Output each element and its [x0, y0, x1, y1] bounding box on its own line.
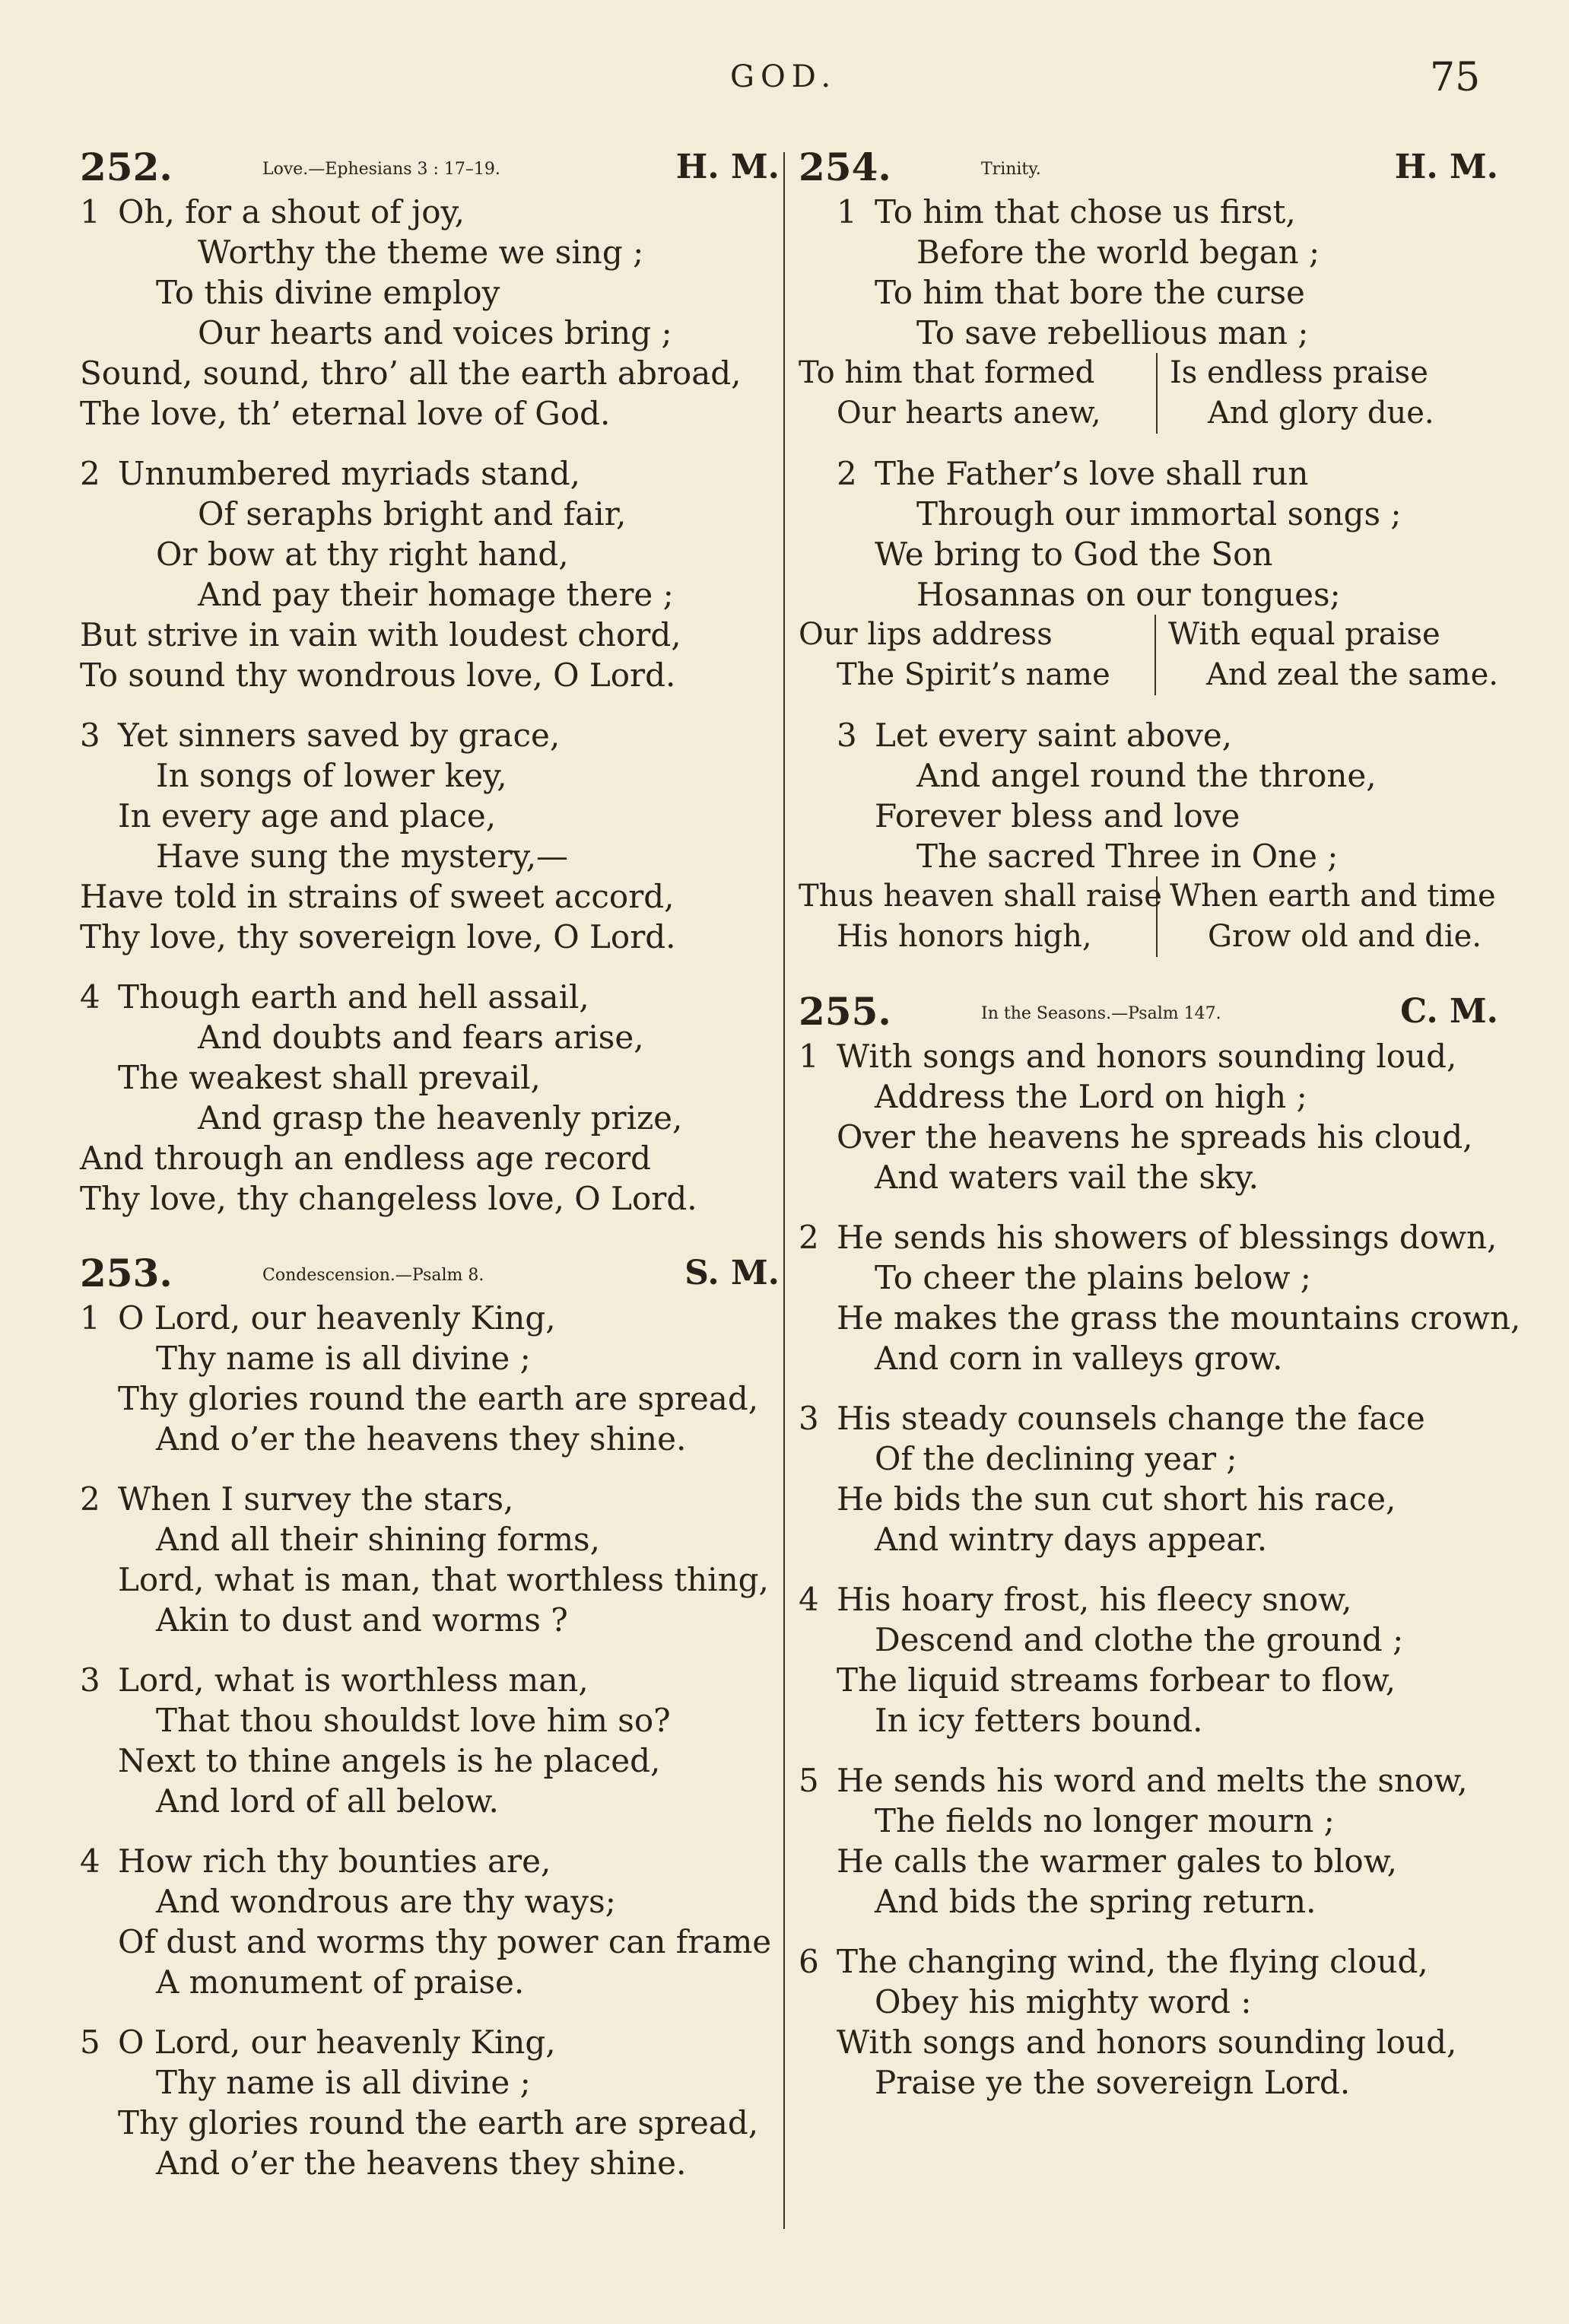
verse-line: And glory due.: [1208, 396, 1434, 431]
verse-line: In songs of lower key,: [156, 757, 507, 794]
verse-line: The fields no longer mourn ;: [875, 1802, 1335, 1839]
verse-line: In every age and place,: [118, 797, 497, 835]
verse-line: And pay their homage there ;: [198, 576, 674, 613]
verse-line: The liquid streams forbear to flow,: [837, 1661, 1396, 1699]
stanza: [80, 1841, 780, 2002]
verse-line: Lord, what is man, that worthless thing,: [118, 1561, 769, 1598]
split-couplet: [799, 615, 1498, 695]
verse-line: Thus heaven shall raise: [799, 879, 1162, 914]
stanza: [80, 1298, 780, 1459]
verse-line: That thou shouldst love him so?: [156, 1702, 671, 1739]
hymn-topic: Condescension.—Psalm 8.: [262, 1266, 484, 1285]
verse-line: Over the heavens he spreads his cloud,: [837, 1118, 1473, 1156]
verse-line: We bring to God the Son: [875, 536, 1273, 573]
verse-line: 4 How rich thy bounties are,: [80, 1842, 551, 1880]
stanza-number: 3: [837, 717, 857, 754]
verse-line: To cheer the plains below ;: [875, 1259, 1311, 1296]
stanza: [80, 715, 780, 957]
verse-line: 2 Unnumbered myriads stand,: [80, 455, 580, 492]
verse-line: 3 Lord, what is worthless man,: [80, 1661, 589, 1699]
hymn-header: [799, 989, 1498, 1036]
stanza-number: 5: [799, 1762, 819, 1799]
verse-line: To this divine employ: [156, 274, 500, 311]
verse-line: Or bow at thy right hand,: [156, 536, 569, 573]
stanza: [799, 192, 1498, 434]
hymn-number: 254.: [799, 145, 891, 189]
stanza-number: 3: [799, 1400, 819, 1437]
verse-line: Thy glories round the earth are spread,: [118, 1380, 759, 1417]
hymn-254: [799, 145, 1498, 957]
verse-line: 6 The changing wind, the flying cloud,: [799, 1943, 1428, 1980]
stanza-number: 6: [799, 1943, 819, 1980]
verse-line: Descend and clothe the ground ;: [875, 1621, 1404, 1658]
hymn-header: [80, 145, 780, 192]
verse-line: Thy love, thy sovereign love, O Lord.: [80, 918, 676, 955]
stanza: [799, 715, 1498, 957]
verse-line: And doubts and fears arise,: [198, 1019, 644, 1056]
verse-line: With equal praise: [1168, 617, 1440, 652]
verse-line: 5 He sends his word and melts the snow,: [799, 1762, 1468, 1799]
hymn-topic: Trinity.: [981, 160, 1041, 179]
stanza-number: 4: [80, 1842, 100, 1880]
verse-line: To him that formed: [799, 355, 1095, 390]
hymn-255: [799, 989, 1521, 2103]
verse-line: And wondrous are thy ways;: [156, 1883, 616, 1920]
hymn-meter: H. M.: [675, 148, 780, 186]
verse-line: 1 With songs and honors sounding loud,: [799, 1038, 1457, 1075]
stanza: [80, 1660, 780, 1821]
verse-line: Thy name is all divine ;: [156, 1340, 531, 1377]
verse-line: And through an endless age record: [80, 1140, 652, 1177]
stanza: [80, 2022, 780, 2183]
stanza: [799, 1036, 1498, 1197]
verse-line: And angel round the throne,: [916, 757, 1377, 794]
verse-line: 2 When I survey the stars,: [80, 1480, 514, 1518]
stanza-number: 1: [799, 1038, 819, 1075]
verse-line: 1 Oh, for a shout of joy,: [80, 193, 465, 230]
verse-line: His honors high,: [837, 919, 1092, 954]
stanza: [799, 1398, 1498, 1559]
hymn-number: 252.: [80, 145, 173, 189]
verse-line: Next to thine angels is he placed,: [118, 1742, 661, 1779]
verse-line: 2 He sends his showers of blessings down,: [799, 1219, 1498, 1256]
verse-line: When earth and time: [1170, 879, 1496, 914]
verse-line: He bids the sun cut short his race,: [837, 1480, 1396, 1518]
verse-line: Thy love, thy changeless love, O Lord.: [80, 1180, 697, 1217]
verse-line: 3 Let every saint above,: [837, 717, 1233, 754]
verse-line: And lord of all below.: [156, 1782, 499, 1820]
verse-line: 3 Yet sinners saved by grace,: [80, 717, 561, 754]
verse-line: 1 O Lord, our heavenly King,: [80, 1299, 556, 1337]
verse-line: The Spirit’s name: [837, 657, 1110, 692]
verse-line: And waters vail the sky.: [875, 1159, 1259, 1196]
verse-line: The sacred Three in One ;: [916, 838, 1339, 875]
verse-line: 5 O Lord, our heavenly King,: [80, 2024, 556, 2061]
stanza: [799, 453, 1498, 695]
verse-line: 3 His steady counsels change the face: [799, 1400, 1425, 1437]
verse-line: 2 The Father’s love shall run: [837, 455, 1309, 492]
hymn-252: [80, 145, 780, 1219]
stanza: [80, 192, 780, 434]
left-column: [80, 145, 780, 2215]
hymn-topic: In the Seasons.—Psalm 147.: [981, 1004, 1221, 1023]
running-head: [0, 55, 1569, 105]
verse-line: Our lips address: [799, 617, 1053, 652]
split-couplet: [799, 876, 1498, 957]
stanza-number: 1: [80, 193, 100, 230]
verse-line: Hosannas on our tongues;: [916, 576, 1341, 613]
verse-line: And corn in valleys grow.: [875, 1340, 1283, 1377]
stanza-number: 3: [80, 717, 100, 754]
verse-line: Through our immortal songs ;: [916, 495, 1402, 533]
verse-line: Thy name is all divine ;: [156, 2064, 531, 2101]
verse-line: He calls the warmer gales to blow,: [837, 1842, 1398, 1880]
verse-line: Our hearts anew,: [837, 396, 1101, 431]
verse-line: And zeal the same.: [1206, 657, 1498, 692]
stanza-number: 4: [799, 1581, 819, 1618]
verse-line: To save rebellious man ;: [916, 314, 1309, 351]
verse-line: 4 Though earth and hell assail,: [80, 978, 589, 1016]
verse-line: Is endless praise: [1170, 355, 1428, 390]
verse-line: Of seraphs bright and fair,: [198, 495, 627, 533]
verse-line: Before the world began ;: [916, 234, 1320, 271]
verse-line: Have sung the mystery,—: [156, 838, 569, 875]
stanza-number: 2: [837, 455, 857, 492]
hymn-meter: H. M.: [1394, 148, 1498, 186]
verse-line: Akin to dust and worms ?: [156, 1601, 568, 1639]
verse-line: A monument of praise.: [156, 1963, 525, 2001]
hymn-meter: C. M.: [1400, 992, 1498, 1031]
verse-line: The weakest shall prevail,: [118, 1059, 541, 1096]
verse-line: Forever bless and love: [875, 797, 1240, 835]
stanza-number: 2: [80, 455, 100, 492]
verse-line: And bids the spring return.: [875, 1883, 1316, 1920]
verse-line: Worthy the theme we sing ;: [198, 234, 644, 271]
verse-line: To sound thy wondrous love, O Lord.: [80, 657, 676, 694]
stanza: [799, 1579, 1498, 1741]
stanza: [80, 977, 780, 1219]
verse-line: And grasp the heavenly prize,: [198, 1099, 683, 1137]
stanza: [799, 1941, 1498, 2103]
stanza-number: 1: [837, 193, 857, 230]
hymn-number: 255.: [799, 989, 891, 1034]
column-divider: [783, 152, 785, 2229]
verse-line: To him that bore the curse: [875, 274, 1305, 311]
verse-line: But strive in vain with loudest chord,: [80, 616, 681, 653]
page-number: 75: [1430, 55, 1481, 100]
stanza-number: 1: [80, 1299, 100, 1337]
verse-line: Address the Lord on high ;: [875, 1078, 1307, 1115]
stanza-number: 2: [799, 1219, 819, 1256]
split-couplet: [799, 353, 1498, 434]
verse-line: 4 His hoary frost, his fleecy snow,: [799, 1581, 1352, 1618]
verse-line: He makes the grass the mountains crown,: [837, 1299, 1521, 1337]
stanza: [799, 1217, 1521, 1378]
stanza: [799, 1760, 1498, 1922]
stanza-number: 4: [80, 978, 100, 1016]
verse-line: 1 To him that chose us first,: [837, 193, 1296, 230]
verse-line: And o’er the heavens they shine.: [156, 2144, 687, 2182]
stanza-number: 5: [80, 2024, 100, 2061]
hymn-number: 253.: [80, 1251, 173, 1296]
verse-line: In icy fetters bound.: [875, 1702, 1203, 1739]
hymn-header: [80, 1251, 780, 1298]
hymn-253: [80, 1251, 780, 2183]
stanza: [80, 453, 780, 695]
right-column: [799, 145, 1521, 2135]
page-title: GOD.: [730, 59, 837, 94]
verse-line: Of dust and worms thy power can frame: [118, 1923, 772, 1960]
verse-line: With songs and honors sounding loud,: [837, 2024, 1457, 2061]
hymn-topic: Love.—Ephesians 3 : 17–19.: [262, 160, 500, 179]
hymn-header: [799, 145, 1498, 192]
verse-line: Have told in strains of sweet accord,: [80, 878, 675, 915]
verse-line: Our hearts and voices bring ;: [198, 314, 672, 351]
verse-line: Praise ye the sovereign Lord.: [875, 2064, 1351, 2101]
verse-line: And o’er the heavens they shine.: [156, 1420, 687, 1458]
verse-line: And all their shining forms,: [156, 1521, 600, 1558]
verse-line: And wintry days appear.: [875, 1521, 1268, 1558]
stanza-number: 2: [80, 1480, 100, 1518]
verse-line: Sound, sound, thro’ all the earth abroad,: [80, 354, 742, 392]
verse-line: Grow old and die.: [1208, 919, 1482, 954]
stanza-number: 3: [80, 1661, 100, 1699]
stanza: [80, 1479, 780, 1640]
verse-line: The love, th’ eternal love of God.: [80, 395, 611, 432]
verse-line: Of the declining year ;: [875, 1440, 1237, 1477]
verse-line: Obey his mighty word :: [875, 1983, 1252, 2020]
hymn-meter: S. M.: [684, 1254, 780, 1292]
verse-line: Thy glories round the earth are spread,: [118, 2104, 759, 2141]
